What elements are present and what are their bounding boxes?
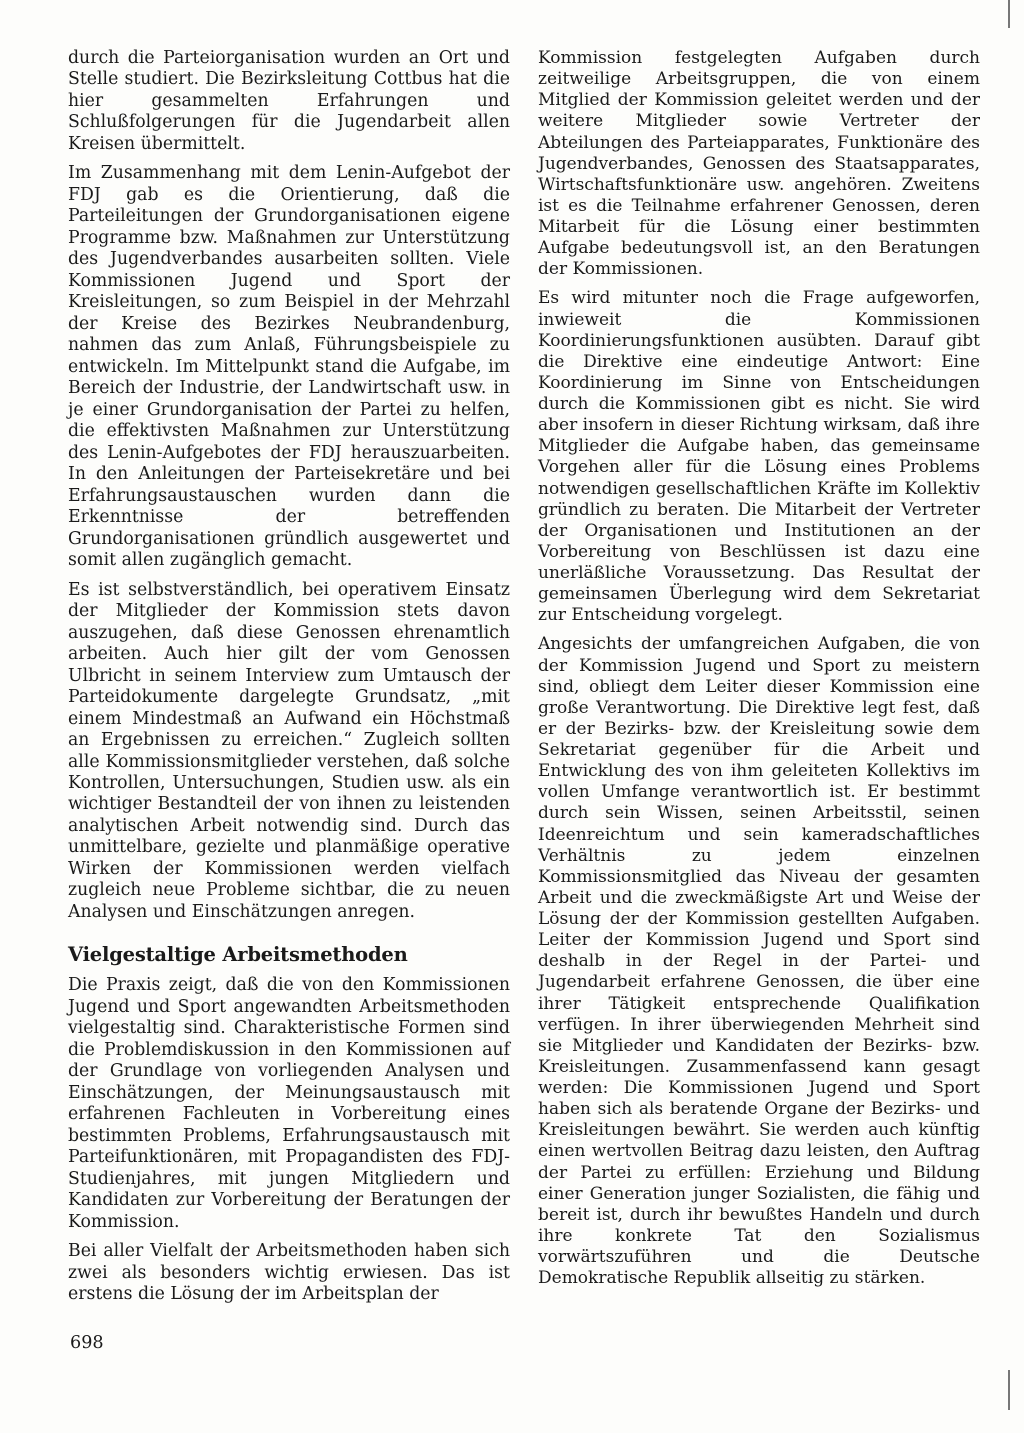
right-column [538, 48, 980, 1297]
paragraph: Kommission festgelegten Aufgaben durch zeitweilige Arbeitsgruppen, die von einem Mitglied der Kommission geleitet werden und der weitere Mitglieder sowie Vertreter der Abteilungen des Parteiapparates, Funktionäre des Jugendverbandes, Genossen des Staatsapparates, Wirtschaftsfunktionäre usw. angehören. Zweitens ist es die Teilnahme erfahrener Genossen, deren Mitarbeit für die Lösung einer bestimmten Aufgabe bedeutungsvoll ist, an den Beratungen der Kommissionen. [538, 48, 980, 280]
paragraph: Es wird mitunter noch die Frage aufgeworfen, inwieweit die Kommissionen Koordinierungsfunktionen ausübten. Darauf gibt die Direktive eine eindeutige Antwort: Eine Koordinierung im Sinne von Entscheidungen durch die Kommissionen gibt es nicht. Sie wird aber insofern in dieser Richtung wirksam, daß ihre Mitglieder die Aufgabe haben, das gemeinsame Vorgehen aller für die Lösung eines Problems notwendigen gesellschaftlichen Kräfte im Kollektiv gründlich zu beraten. Die Mitarbeit der Vertreter der Organisationen und Institutionen an der Vorbereitung von Beschlüssen ist dazu eine unerläßliche Voraussetzung. Das Resultat der gemeinsamen Überlegung wird dem Sekretariat zur Entscheidung vorgelegt. [538, 288, 980, 626]
paragraph: Im Zusammenhang mit dem Lenin-Aufgebot der FDJ gab es die Orientierung, daß die Parteileitungen der Grundorganisationen eigene Programme bzw. Maßnahmen zur Unterstützung des Jugendverbandes ausarbeiten sollten. Viele Kommissionen Jugend und Sport der Kreisleitungen, so zum Beispiel in der Mehrzahl der Kreise des Bezirkes Neubrandenburg, nahmen das zum Anlaß, Führungsbeispiele zu entwickeln. Im Mittelpunkt stand die Aufgabe, im Bereich der Industrie, der Landwirtschaft usw. in je einer Grundorganisation der Partei zu helfen, die effektivsten Maßnahmen zur Unterstützung des Lenin-Aufgebotes der FDJ herauszuarbeiten. In den Anleitungen der Parteisekretäre und bei Erfahrungsaustauschen wurden dann die Erkenntnisse der betreffenden Grundorganisationen gründlich ausgewertet und somit allen zugänglich gemacht. [68, 163, 510, 571]
paragraph: Die Praxis zeigt, daß die von den Kommissionen Jugend und Sport angewandten Arbeitsmethoden vielgestaltig sind. Charakteristische Formen sind die Problemdiskussion in den Kommissionen auf der Grundlage von vorliegenden Analysen und Einschätzungen, der Meinungsaustausch mit erfahrenen Fachleuten in Vorbereitung eines bestimmten Problems, Erfahrungsaustausch mit Parteifunktionären, mit Propagandisten des FDJ-Studienjahres, mit jungen Mitgliedern und Kandidaten zur Vorbereitung der Beratungen der Kommission. [68, 975, 510, 1232]
paragraph: Angesichts der umfangreichen Aufgaben, die von der Kommission Jugend und Sport zu meistern sind, obliegt dem Leiter dieser Kommission eine große Verantwortung. Die Direktive legt fest, daß er der Bezirks- bzw. der Kreisleitung sowie dem Sekretariat gegenüber für die Arbeit und Entwicklung des von ihm geleiteten Kollektivs im vollen Umfange verantwortlich ist. Er bestimmt durch sein Wissen, seinen Arbeitsstil, seinen Ideenreichtum und sein kameradschaftliches Verhältnis zu jedem einzelnen Kommissionsmitglied das Niveau der gesamten Arbeit und die zweckmäßigste Art und Weise der Lösung der der Kommission gestellten Aufgaben. Leiter der Kommission Jugend und Sport sind deshalb in der Regel in der Partei- und Jugendarbeit erfahrene Genossen, die über eine ihrer Tätigkeit entsprechende Qualifikation verfügen. In ihrer überwiegenden Mehrheit sind sie Mitglieder und Kandidaten der Bezirks- bzw. Kreisleitungen. Zusammenfassend kann gesagt werden: Die Kommissionen Jugend und Sport haben sich als beratende Organe der Bezirks- und Kreisleitungen bewährt. Sie werden auch künftig einen wertvollen Beitrag dazu leisten, den Auftrag der Partei zu erfüllen: Erziehung und Bildung einer Generation junger Sozialisten, die fähig und bereit ist, durch ihr bewußtes Handeln und durch ihre konkrete Tat den Sozialismus vorwärtszuführen und die Deutsche Demokratische Republik allseitig zu stärken. [538, 634, 980, 1289]
scan-margin-mark [1008, 0, 1010, 28]
paragraph: durch die Parteiorganisation wurden an Ort und Stelle studiert. Die Bezirksleitung Cottbus hat die hier gesammelten Erfahrungen und Schlußfolgerungen für die Jugendarbeit allen Kreisen übermittelt. [68, 48, 510, 154]
left-column [68, 48, 510, 1314]
paragraph: Es ist selbstverständlich, bei operativem Einsatz der Mitglieder der Kommission stets davon auszugehen, daß diese Genossen ehrenamtlich arbeiten. Auch hier gilt der vom Genossen Ulbricht in seinem Interview zum Umtausch der Parteidokumente dargelegte Grundsatz, „mit einem Mindestmaß an Aufwand ein Höchstmaß an Ergebnissen zu erreichen.“ Zugleich sollten alle Kommissionsmitglieder verstehen, daß solche Kontrollen, Untersuchungen, Studien usw. als ein wichtiger Bestandteil der von ihnen zu leistenden analytischen Arbeit notwendig sind. Durch das unmittelbare, gezielte und planmäßige operative Wirken der Kommissionen werden vielfach zugleich neue Probleme sichtbar, die zu neuen Analysen und Einschätzungen anregen. [68, 579, 510, 922]
section-heading: Vielgestaltige Arbeitsmethoden [68, 943, 408, 967]
scan-margin-mark [1008, 1370, 1010, 1410]
paragraph: Bei aller Vielfalt der Arbeitsmethoden haben sich zwei als besonders wichtig erwiesen. Das ist erstens die Lösung der im Arbeitsplan der [68, 1241, 510, 1305]
page-number: 698 [70, 1333, 104, 1353]
